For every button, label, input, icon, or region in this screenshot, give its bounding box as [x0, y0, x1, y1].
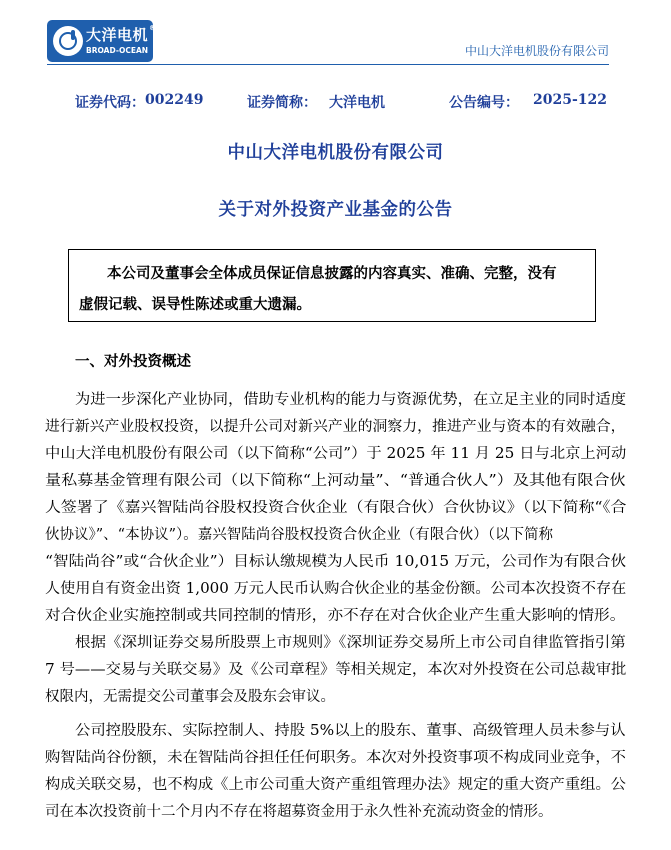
body-line: 伙协议》”、“本协议”）。嘉兴智陆尚谷股权投资合伙企业（有限合伙）（以下简称	[45, 527, 553, 543]
body-line: 公司控股股东、实际控制人、持股 5%以上的股东、董事、高级管理人员未参与认	[75, 723, 626, 739]
disclaimer-line-2: 虚假记载、误导性陈述或重大遗漏。	[79, 296, 311, 313]
stock-abbr-label: 证券简称：	[247, 95, 317, 111]
body-line: 对合伙企业实施控制或共同控制的情形，亦不存在对合伙企业产生重大影响的情形。	[45, 608, 626, 624]
body-line: 7 号——交易与关联交易》及《公司章程》等相关规定，本次对外投资在公司总裁审批	[45, 662, 627, 678]
section-heading: 一、对外投资概述	[75, 353, 191, 370]
header-company-name: 中山大洋电机股份有限公司	[464, 44, 609, 58]
body-line: 根据《深圳证券交易所股票上市规则》《深圳证券交易所上市公司自律监管指引第	[75, 635, 626, 651]
announcement-info-line	[75, 92, 607, 112]
stock-abbr-value: 大洋电机	[329, 95, 385, 111]
announcement-no-value: 2025-122	[533, 92, 607, 108]
body-line: “智陆尚谷”或“合伙企业”）目标认缴规模为人民币 10,015 万元，公司作为有限合伙	[45, 554, 627, 570]
document-company-title: 中山大洋电机股份有限公司	[227, 143, 444, 163]
disclaimer-line-1: 本公司及董事会全体成员保证信息披露的内容真实、准确、完整，没有	[107, 265, 557, 282]
stock-code-label: 证券代码：	[75, 95, 145, 111]
body-line: 司在本次投资前十二个月内不存在将超募资金用于永久性补充流动资金的情形。	[45, 804, 553, 820]
body-line: 量私募基金管理有限公司（以下简称“上河动量”、“普通合伙人”）及其他有限合伙	[45, 473, 626, 489]
body-line: 进行新兴产业股权投资，以提升公司对新兴产业的洞察力，推进产业与资本的有效融合，	[45, 419, 626, 435]
body-line: 为进一步深化产业协同，借助专业机构的能力与资源优势，在立足主业的同时适度	[75, 392, 627, 408]
body-line: 构成关联交易，也不构成《上市公司重大资产重组管理办法》规定的重大资产重组。公	[45, 777, 626, 793]
body-line: 人使用自有资金出资 1,000 万元人民币认购合伙企业的基金份额。公司本次投资不存在	[45, 581, 627, 597]
body-line: 权限内，无需提交公司董事会及股东会审议。	[45, 689, 335, 705]
logo-chinese-name: 大洋电机®	[86, 24, 157, 44]
company-logo	[47, 20, 157, 62]
announcement-no-label: 公告编号：	[449, 95, 519, 111]
disclaimer-box	[68, 249, 596, 322]
stock-code-value: 002249	[145, 92, 204, 108]
header-divider	[47, 64, 609, 65]
body-line: 中山大洋电机股份有限公司（以下简称“公司”）于 2025 年 11 月 25 日与北京上河动	[45, 446, 627, 462]
logo-mark-icon	[53, 26, 83, 56]
document-subject-title: 关于对外投资产业基金的公告	[218, 200, 453, 220]
logo-english-name: BROAD-OCEAN	[86, 46, 149, 55]
body-line: 人签署了《嘉兴智陆尚谷股权投资合伙企业（有限合伙）合伙协议》（以下简称“《合	[45, 500, 627, 516]
body-line: 购智陆尚谷份额，未在智陆尚谷担任任何职务。本次对外投资事项不构成同业竞争，不	[45, 750, 626, 766]
